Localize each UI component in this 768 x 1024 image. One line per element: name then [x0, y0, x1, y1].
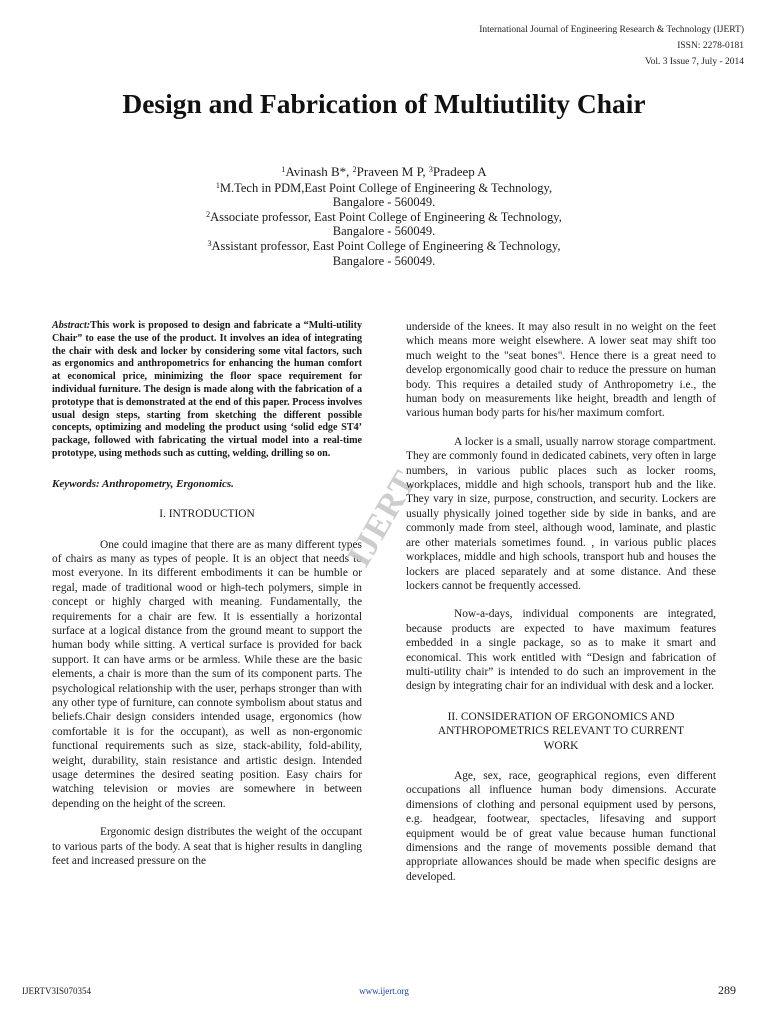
author-3: Pradeep A [432, 164, 487, 179]
paragraph: One could imagine that there are as many different types of chairs as many as types of people. It is an object that needs to most everyone. In its different embodiments it can be humble or regal, made of traditional wood or high-tech polymers, simple in concept or highly charged with meaning. Fundamentally, the requirements for a chair are few. It is essentially a horizontal surface at a logical distance from the ground meant to support the human body while sitting. A vertical surface is provided for back support. It can have arms or be armless. While these are the basic elements, a chair is more than the sum of its component parts. The psychological relationship with the user, perhaps stronger than with any other type of furniture, can connote symbolism about status and beliefs.Chair design considers intended usage, ergonomics (how comfortable it is for the occupant), as well as non-ergonomic functional requirements such as size, stack-ability, fold-ability, weight, durability, stain resistance and artistic design. Intended usage determines the desired seating position. Easy chairs for watching television or movies are somewhere in between depending on the height of the screen. [52, 538, 362, 810]
section-heading-introduction: I. INTRODUCTION [159, 508, 255, 521]
affiliation-1: $^1$M.Tech in PDM,East Point College of Engineering & Technology, [215, 180, 553, 195]
abstract-text: This work is proposed to design and fabricate a “Multi-utility Chair” to ease the use of the product. It involves an idea of integrating the chair with desk and locker by considering some vital factors, such as ergonomics and anthropometrics for enhancing the human comfort at economical price, minimizing the floor space requirement for individual furniture. The design is made along with the fabrication of a prototype that is demonstrated at the end of this paper. Process involves usual design steps, starting from sketching the different possible concepts, optimizing and modeling the product using ‘solid edge ST4’ package, followed with fabricating the virtual model into a real-time prototype, using methods such as cutting, welding, drilling so on. [52, 320, 362, 459]
section-heading-ergonomics: II. CONSIDERATION OF ERGONOMICS AND ANTHROPOMETRICS RELEVANT TO CURRENT WORK [437, 710, 685, 752]
affiliation-3: $^3$Assistant professor, East Point College of Engineering & Technology, [207, 238, 561, 253]
paragraph: A locker is a small, usually narrow storage compartment. They are commonly found in dedicated cabinets, very often in large numbers, in various public places such as locker rooms, workplaces, middle and high schools, transport hub and the like. They vary in size, purpose, construction, and security. Lockers are usually physically joined together side by side in banks, and are commonly made from steel, although wood, laminate, and plastic are other materials sometimes found. , in various public places workplaces, middle and high schools, transport hub and houses the lockers are placed separately and at some distance. And these lockers cannot be frequently accessed. [406, 435, 716, 592]
affiliation-1-city: Bangalore - 560049. [332, 195, 436, 210]
affiliation-3-city: Bangalore - 560049. [332, 253, 436, 268]
paragraph: Age, sex, race, geographical regions, even different occupations all influence human body dimensions. Accurate dimensions of clothing and personal equipment used by persons, e.g. headgear, footwear, spectacles, lifesaving and support equipment would be of great value because human functional dimensions and the range of movements possible demand that appropriate allowances should be made when specific designs are developed. [406, 769, 716, 883]
author-block [0, 165, 768, 268]
affiliation-2-city: Bangalore - 560049. [332, 224, 436, 239]
abstract [52, 320, 362, 461]
left-column [52, 320, 362, 869]
right-column [406, 320, 716, 884]
paper-id: IJERTV3IS070354 [22, 986, 91, 996]
paragraph: underside of the knees. It may also result in no weight on the feet which means more weight elsewhere. A lower seat may shift too much weight to the "seat bones". Hence there is a great need to develop ergonomically good chair to reduce the pressure on human body. This requires a detailed study of Anthropometry i.e., the human body on measurements like height, breadth and length of various human body parts for his/her maximum comfort. [406, 321, 716, 420]
author-names: $^1$Avinash B*, $^2$Praveen M P, $^3$Pradeep A [281, 164, 487, 179]
journal-header [479, 22, 744, 70]
paper-title: Design and Fabrication of Multiutility Chair [122, 88, 646, 119]
journal-volume: Vol. 3 Issue 7, July - 2014 [644, 57, 744, 67]
abstract-label: Abstract: [52, 320, 91, 331]
author-1: Avinash B*, [285, 164, 353, 179]
journal-url-link[interactable]: www.ijert.org [359, 986, 409, 996]
keywords: Keywords: Anthropometry, Ergonomics. [52, 477, 234, 490]
author-2: Praveen M P, [356, 164, 429, 179]
ijert-watermark: IJERT [340, 464, 425, 574]
paragraph: Now-a-days, individual components are integrated, because products are expected to have maximum features embedded in a single package, so as to make it smart and economical. This work entitled with “Design and fabrication of multi-utility chair” is intended to do such an improvement in the design by integrating chair for an individual with desk and a locker. [406, 608, 716, 693]
affiliation-2: $^2$Associate professor, East Point College of Engineering & Technology, [206, 209, 562, 224]
page-number: 289 [718, 983, 736, 997]
paragraph: Ergonomic design distributes the weight of the occupant to various parts of the body. A seat that is higher results in dangling feet and increased pressure on the [52, 826, 362, 868]
journal-name: International Journal of Engineering Research & Technology (IJERT) [479, 25, 744, 35]
journal-issn: ISSN: 2278-0181 [677, 41, 744, 51]
